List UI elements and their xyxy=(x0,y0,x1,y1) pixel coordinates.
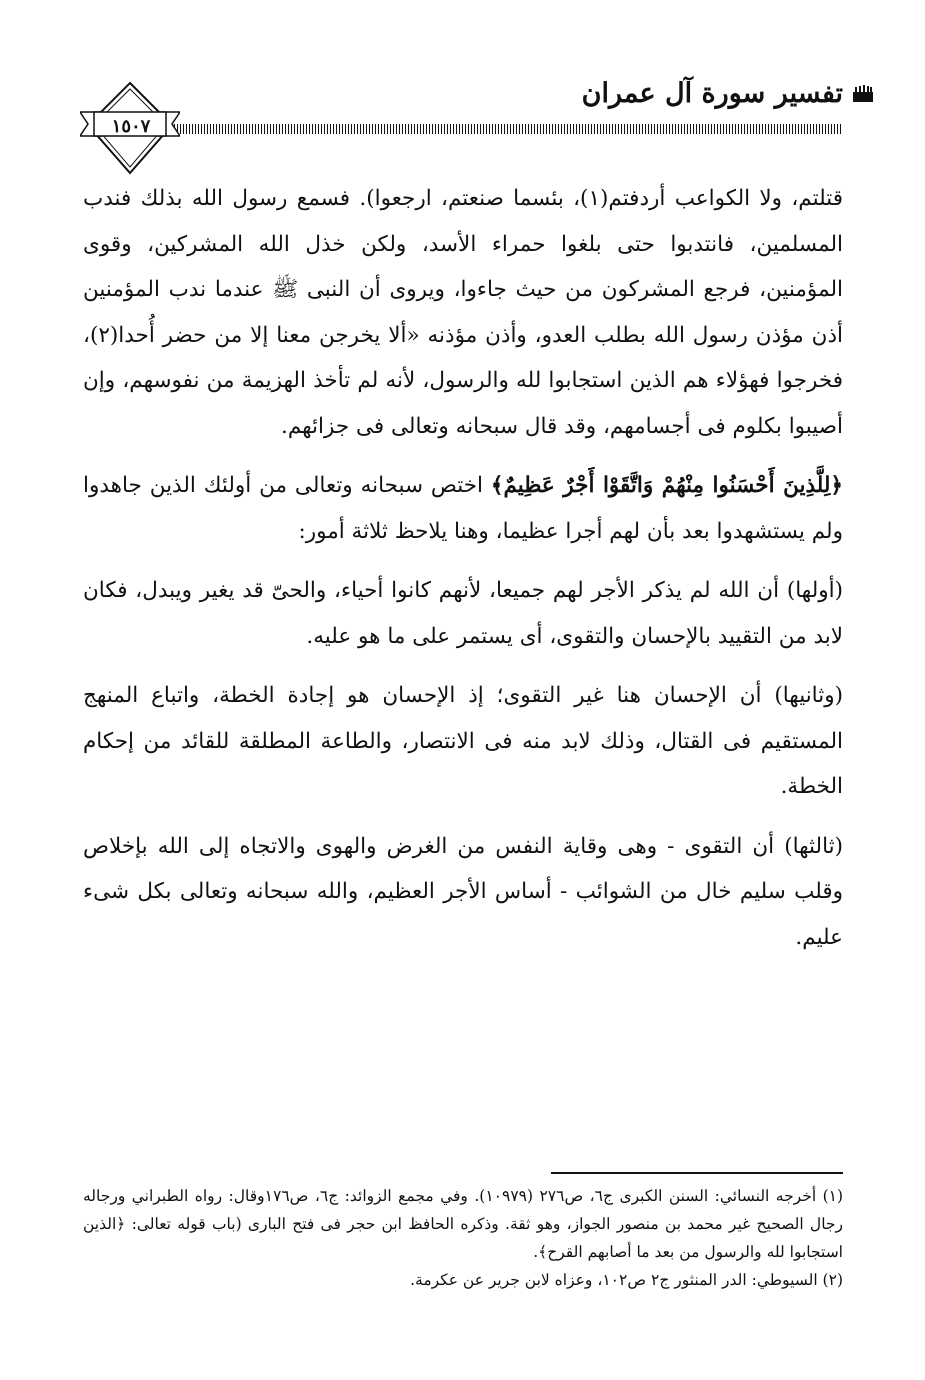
paragraph-2 xyxy=(83,463,843,554)
footnote-2: (٢) السيوطي: الدر المنثور ج٢ ص١٠٢، وعزاه لابن جرير عن عكرمة. xyxy=(410,1271,843,1289)
paragraph-5: (ثالثها) أن التقوى - وهى وقاية النفس من الغرض والهوى والاتجاه إلى الله بإخلاص وقلب سليم خال من الشوائب - أساس الأجر العظيم، والله سبحانه وتعالى بكل شىء عليم. xyxy=(83,833,843,950)
paragraph-3: (أولها) أن الله لم يذكر الأجر لهم جميعا، لأنهم كانوا أحياء، والحىّ قد يغير ويبدل، فكان لابد من التقييد بالإحسان والتقوى، أى يستمر على ما هو عليه. xyxy=(83,578,843,649)
page-number: ١٥٠٧ xyxy=(111,116,151,137)
header-ornament-icon xyxy=(851,84,875,106)
footnote-1: (١) أخرجه النسائي: السنن الكبرى ج٦، ص٢٧٦ (١٠٩٧٩). وفي مجمع الزوائد: ج٦، ص١٧٦وقال: رواه الطبراني ورجاله رجال الصحيح غير محمد بن منصور الجواز، وهو ثقة. وذكره الحافظ ابن حجر فى فتح البارى (باب قوله تعالى: ﴿الذين استجابوا لله والرسول من بعد ما أصابهم القرح﴾. xyxy=(83,1187,844,1261)
running-header-title: تفسير سورة آل عمران xyxy=(581,78,843,109)
footnotes xyxy=(83,1182,843,1294)
paragraph-1: قتلتم، ولا الكواعب أردفتم(١)، بئسما صنعتم، ارجعوا). فسمع رسول الله بذلك فندب المسلمين، فانتدبوا حتى بلغوا حمراء الأسد، ولكن خذل الله المشركين، وقوى المؤمنين، فرجع المشركون من حيث جاءوا، ويروى أن النبى ﷺ عندما ندب المؤمنين أذن مؤذن رسول الله بطلب العدو، وأذن مؤذنه «ألا يخرجن معنا إلا من حضر أُحدا(٢)، فخرجوا فهؤلاء هم الذين استجابوا لله والرسول، لأنه لم تأخذ الهزيمة من نفوسهم، وإن أصيبوا بكلوم فى أجسامهم، وقد قال سبحانه وتعالى فى جزائهم. xyxy=(83,186,843,439)
paragraph-2-text: اختص سبحانه وتعالى من أولئك الذين جاهدوا ولم يستشهدوا بعد بأن لهم أجرا عظيما، وهنا يلاحظ ثلاثة أمور: xyxy=(83,473,843,544)
paragraph-4: (وثانيها) أن الإحسان هنا غير التقوى؛ إذ الإحسان هو إجادة الخطة، واتباع المنهج المستقيم فى القتال، وذلك لابد منه فى الانتصار، والطاعة المطلقة للقائد من إحكام الخطة. xyxy=(83,683,843,799)
main-text xyxy=(83,176,843,960)
header-rule xyxy=(165,124,843,134)
footnote-separator xyxy=(551,1172,843,1174)
quran-verse: ﴿لِلَّذِينَ أَحْسَنُوا مِنْهُمْ وَاتَّقَوْا أَجْرٌ عَظِيمٌ﴾ xyxy=(490,473,843,498)
